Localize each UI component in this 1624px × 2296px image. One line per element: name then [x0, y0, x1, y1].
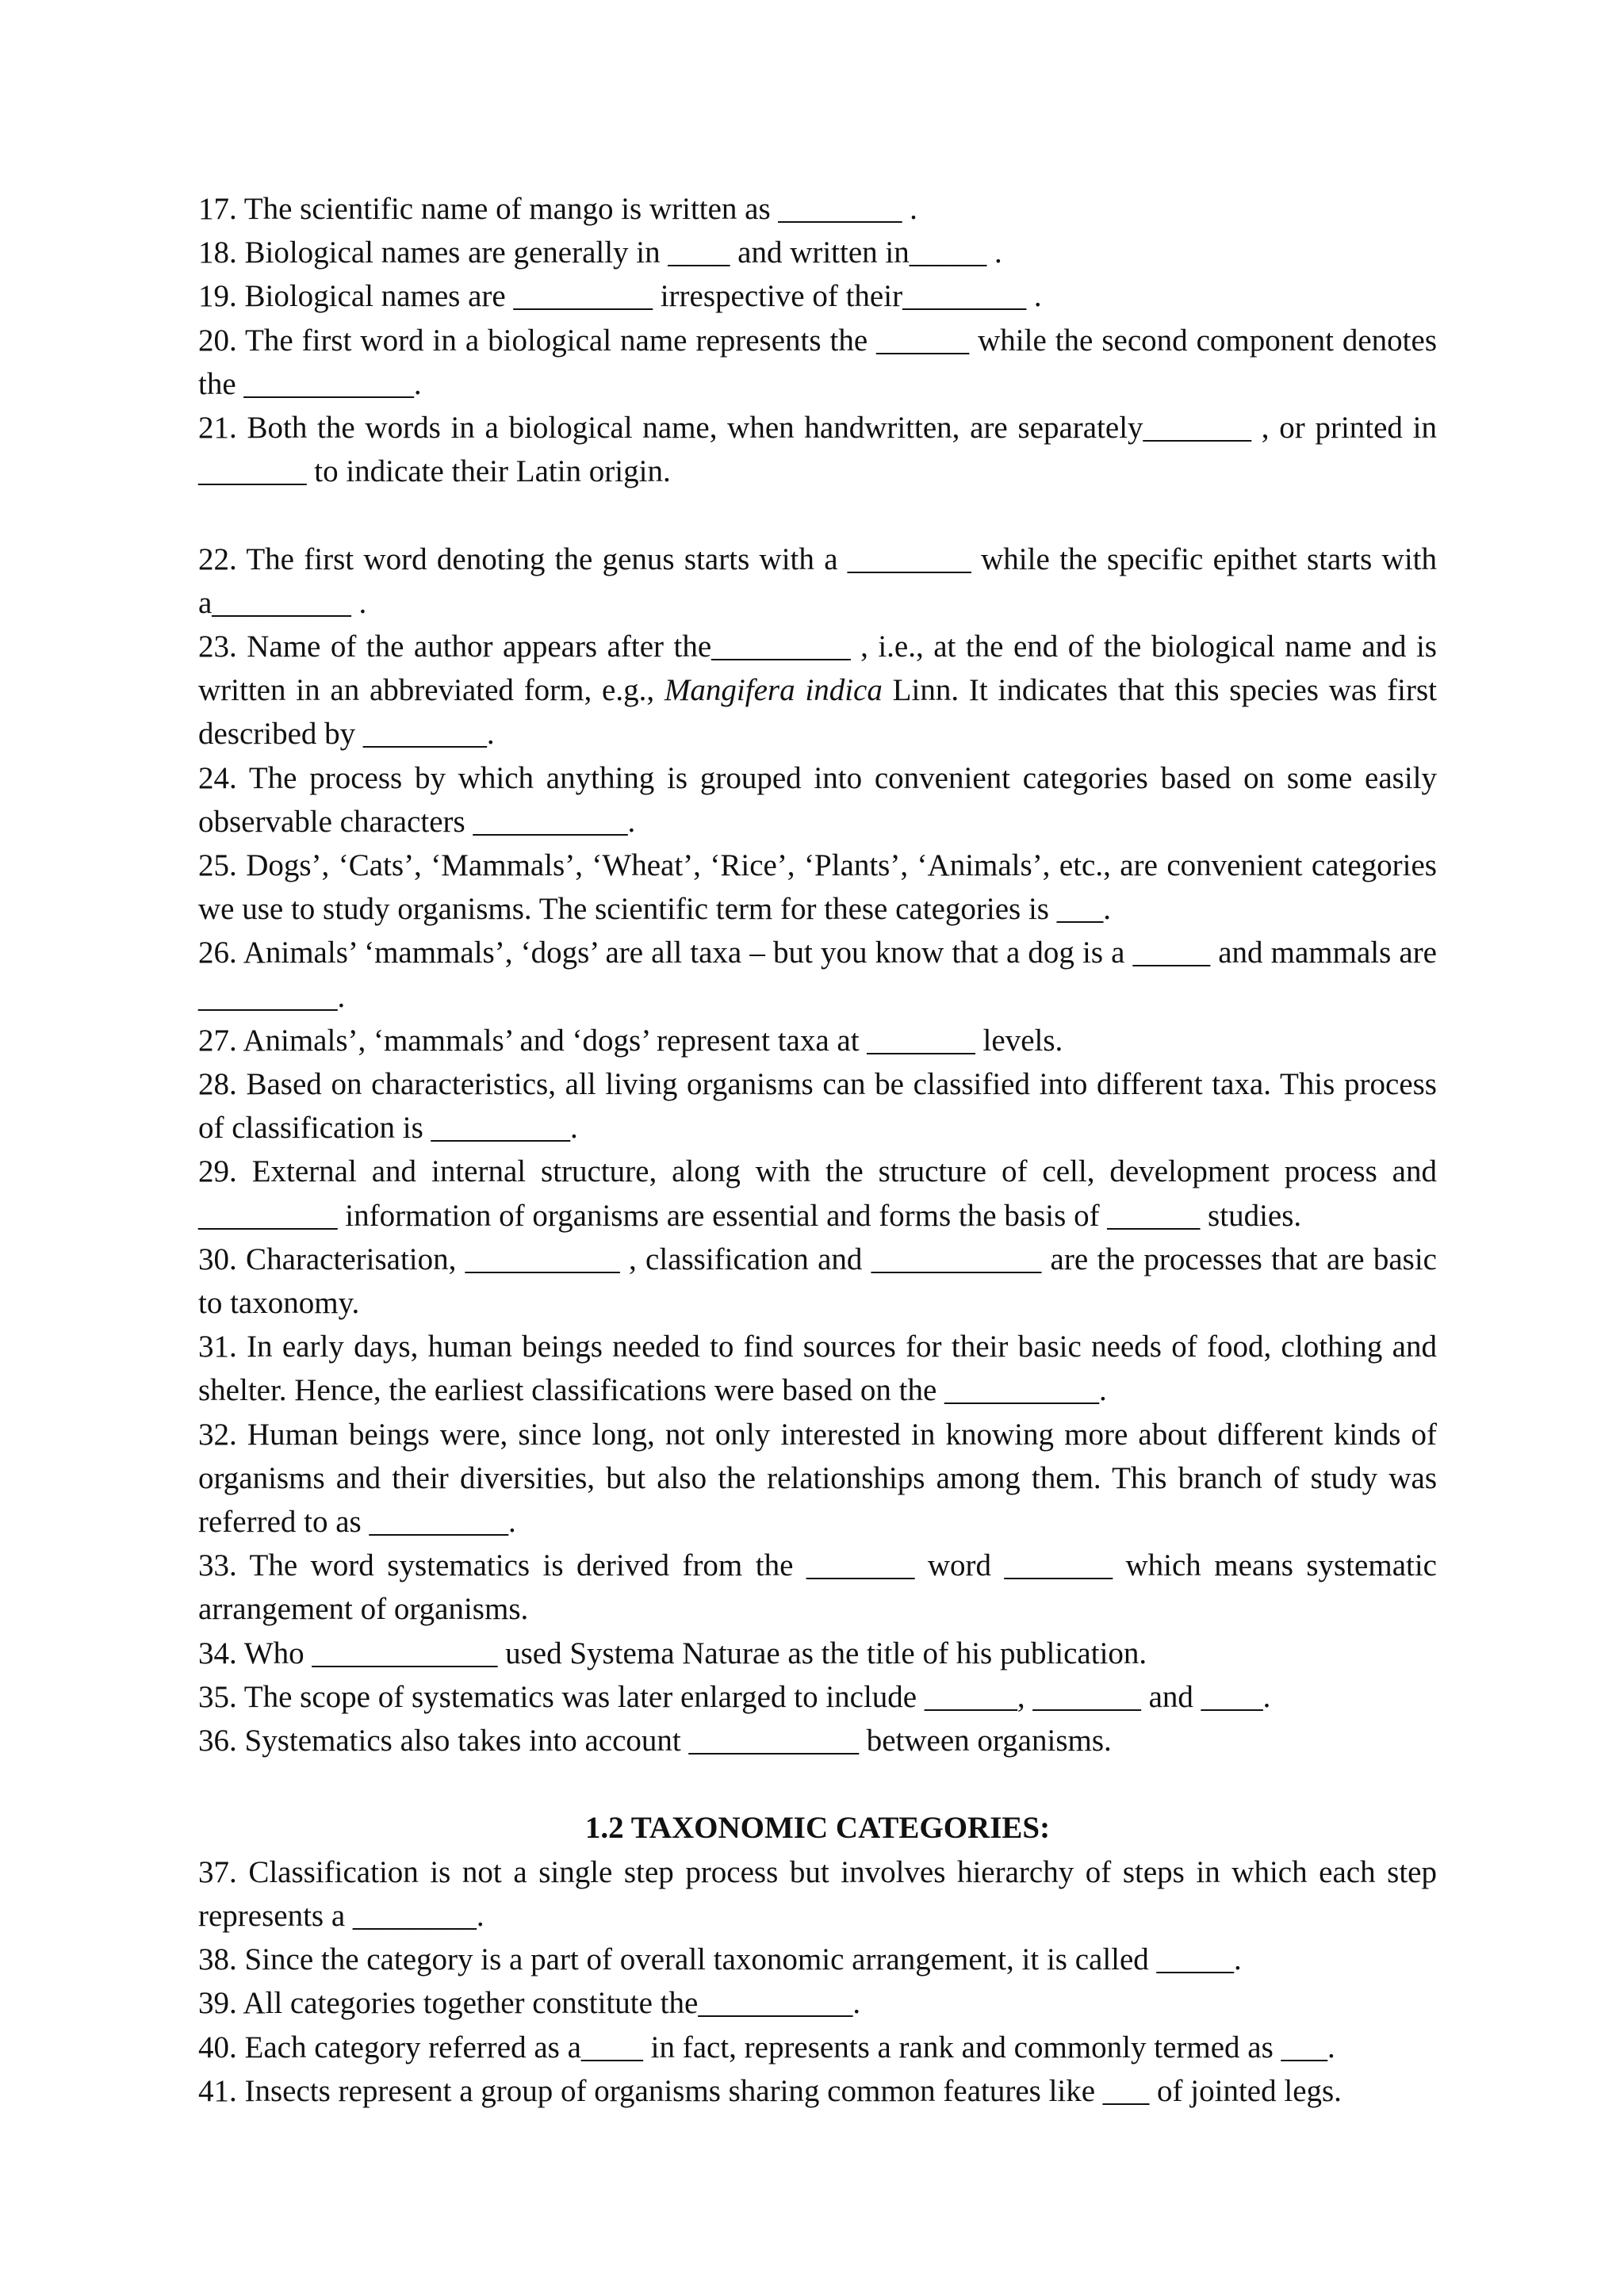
question-38: 38. Since the category is a part of overall taxonomic arrangement, it is called _____. — [198, 1942, 1242, 1977]
question-36: 36. Systematics also takes into account ___________ between organisms. — [198, 1724, 1112, 1758]
question-23 — [198, 625, 1437, 756]
question-23-text-before: 23. Name of the author appears after the_________ , i.e., at the end of the biological name and is written in an abbreviated form, e.g., — [198, 629, 1437, 708]
question-29: 29. External and internal structure, along with the structure of cell, development process and _________ information of organisms are essential and forms the basis of ______ studies. — [198, 1154, 1437, 1233]
question-35: 35. The scope of systematics was later enlarged to include ______, _______ and ____. — [198, 1679, 1271, 1714]
question-17: 17. The scientific name of mango is written as ________ . — [198, 192, 917, 226]
question-31: 31. In early days, human beings needed to find sources for their basic needs of food, clothing and shelter. Hence, the earliest classifications were based on the __________. — [198, 1330, 1437, 1408]
question-22: 22. The first word denoting the genus starts with a ________ while the specific epithet starts with a_________ . — [198, 541, 1437, 620]
question-34: 34. Who ____________ used Systema Naturae as the title of his publication. — [198, 1636, 1147, 1670]
question-26: 26. Animals’ ‘mammals’, ‘dogs’ are all taxa – but you know that a dog is a _____ and mammals are _________. — [198, 936, 1437, 1014]
question-40: 40. Each category referred as a____ in fact, represents a rank and commonly termed as ___. — [198, 2030, 1335, 2064]
question-20: 20. The first word in a biological name represents the ______ while the second component denotes the ___________. — [198, 323, 1437, 401]
question-41: 41. Insects represent a group of organisms sharing common features like ___ of jointed legs. — [198, 2073, 1342, 2108]
question-39: 39. All categories together constitute the__________. — [198, 1986, 861, 2021]
blank-line-spacer — [198, 1762, 1437, 1806]
section-heading: 1.2 TAXONOMIC CATEGORIES: — [584, 1811, 1051, 1846]
document-page — [198, 187, 1437, 2113]
question-28: 28. Based on characteristics, all living organisms can be classified into different taxa. This process of classification is _________. — [198, 1067, 1437, 1146]
question-19: 19. Biological names are _________ irrespective of their________ . — [198, 279, 1042, 314]
blank-line-spacer — [198, 493, 1437, 537]
question-32: 32. Human beings were, since long, not only interested in knowing more about different kinds of organisms and their diversities, but also the relationships among them. This branch of study was referred to as _________. — [198, 1417, 1437, 1540]
question-24: 24. The process by which anything is grouped into convenient categories based on some easily observable characters __________. — [198, 760, 1437, 839]
question-25: 25. Dogs’, ‘Cats’, ‘Mammals’, ‘Wheat’, ‘Rice’, ‘Plants’, ‘Animals’, etc., are convenient categories we use to study organisms. The scientific term for these categories is ___. — [198, 848, 1437, 927]
question-21: 21. Both the words in a biological name, when handwritten, are separately_______ , or printed in _______ to indicate their Latin origin. — [198, 411, 1437, 489]
question-37: 37. Classification is not a single step process but involves hierarchy of steps in which each step represents a ________. — [198, 1854, 1437, 1933]
question-30: 30. Characterisation, __________ , classification and ___________ are the processes that are basic to taxonomy. — [198, 1242, 1437, 1321]
species-name-italic: Mangifera indica — [664, 673, 883, 708]
question-27: 27. Animals’, ‘mammals’ and ‘dogs’ represent taxa at _______ levels. — [198, 1023, 1063, 1058]
question-33: 33. The word systematics is derived from the _______ word _______ which means systematic arrangement of organisms. — [198, 1548, 1437, 1627]
question-23-text-after: Linn. It indicates that this species was first described by ________. — [198, 673, 1437, 752]
question-18: 18. Biological names are generally in ____ and written in_____ . — [198, 235, 1002, 270]
